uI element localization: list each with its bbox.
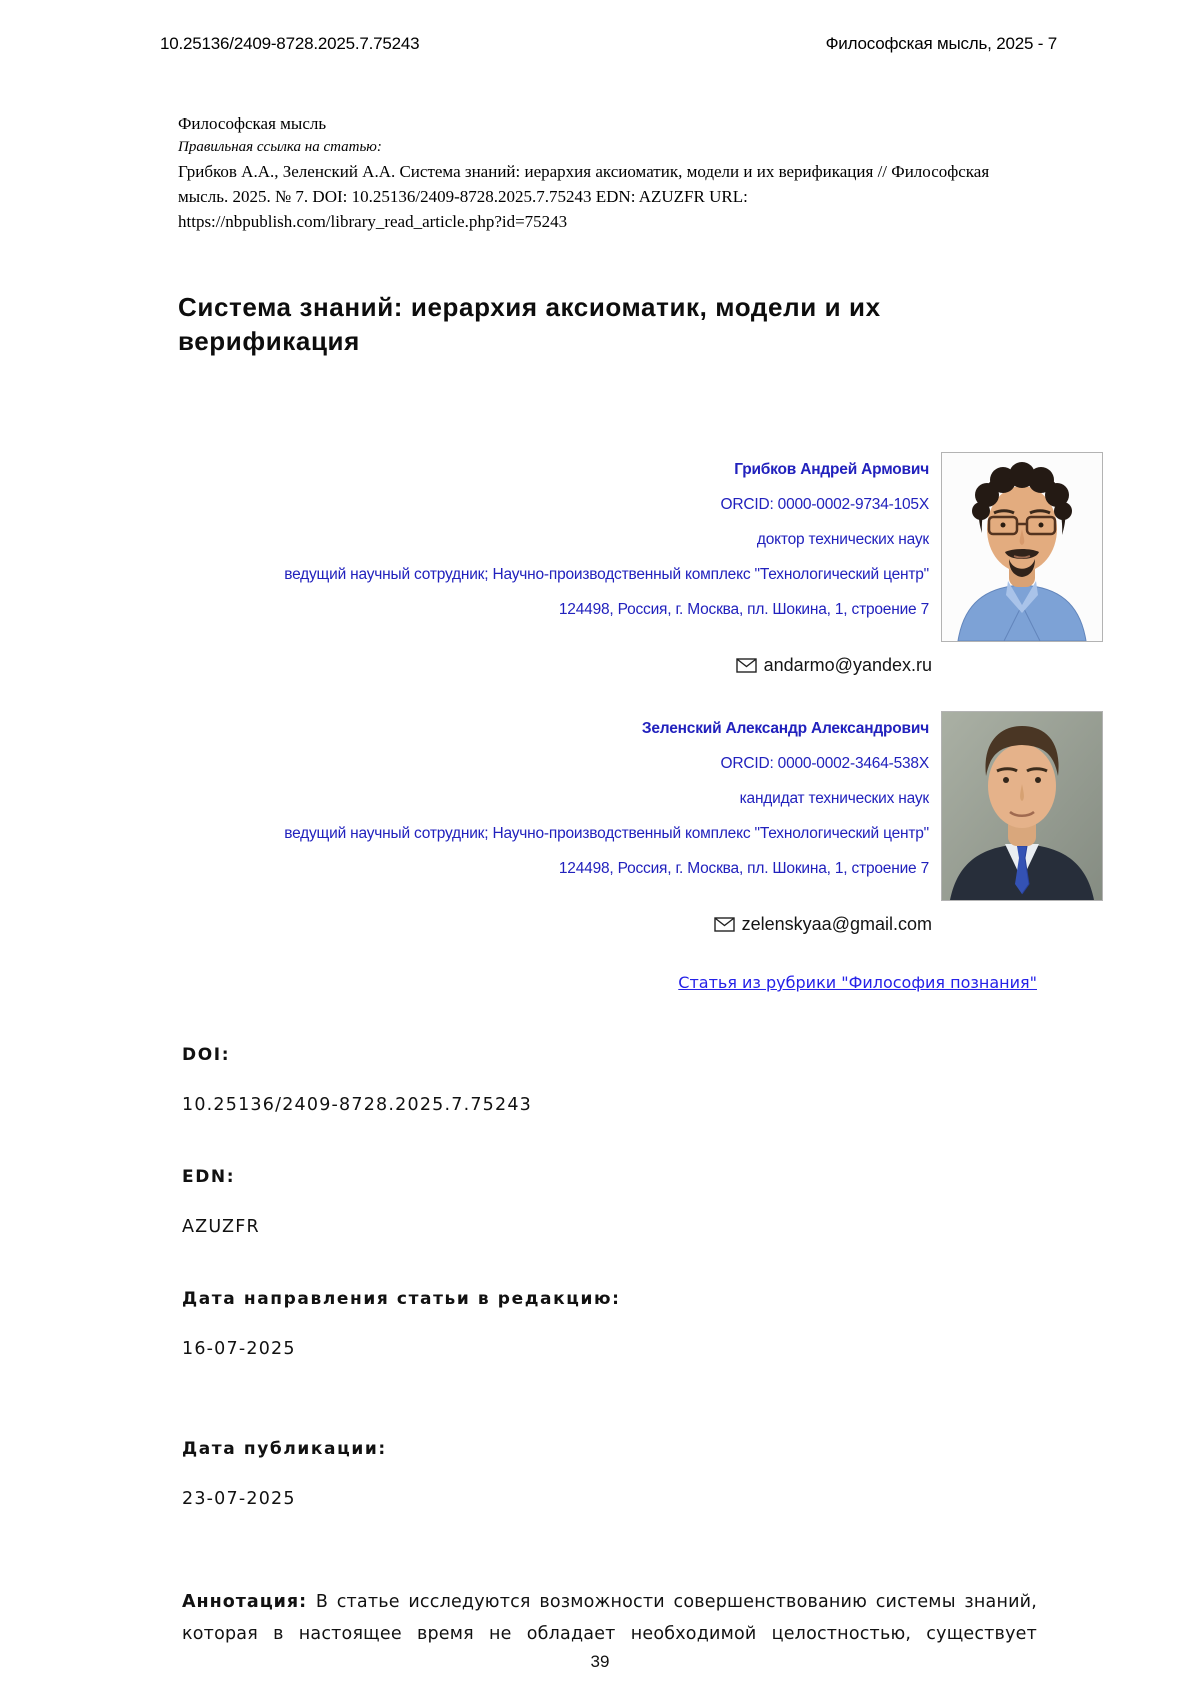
rubric-link[interactable]: Статья из рубрики "Философия познания" [678,973,1037,992]
portrait-illustration [942,712,1102,900]
meta-value: 16-07-2025 [182,1339,296,1359]
page-number: 39 [590,1652,610,1671]
author-name: Зеленский Александр Александрович [641,720,929,737]
meta-value: AZUZFR [182,1217,260,1237]
citation-reference: Грибков А.А., Зеленский А.А. Система знаний: иерархия аксиоматик, модели и их верификация // Философская мысль. 2025. № 7. DOI: 10.25136/2409-8728.2025.7.75243 EDN: AZUZFR URL: https://nbpublish.com/library_read_article.php?id=75243 [178,162,990,231]
author-email-link[interactable]: zelenskyaa@gmail.com [741,914,932,934]
citation-block [178,114,1038,234]
author-block-zelensky [0,711,1200,935]
citation-caption: Правильная ссылка на статью: [178,139,382,155]
author-address: 124498, Россия, г. Москва, пл. Шокина, 1, строение 7 [558,860,929,877]
envelope-icon [736,658,757,673]
meta-submitted-date [182,1288,1037,1360]
article-title: Система знаний: иерархия аксиоматик, модели и их верификация [178,292,881,356]
author-orcid: ORCID: 0000-0002-9734-105X [720,496,929,513]
author-photo [941,711,1103,901]
author-email-link[interactable]: andarmo@yandex.ru [763,655,932,675]
authors-section [0,452,1200,935]
meta-value: 23-07-2025 [182,1489,296,1509]
page-header [0,0,1200,54]
meta-label: DOI: [182,1045,231,1065]
meta-label: Дата публикации: [182,1439,387,1459]
portrait-illustration [942,453,1102,641]
author-email-line [0,914,1200,935]
abstract-text: В статье исследуются возможности совершенствованию системы знаний, которая в настоящее время не обладает необходимой целостностью, существует [182,1592,1037,1644]
meta-label: EDN: [182,1167,236,1187]
envelope-icon [714,917,735,932]
journal-name: Философская мысль [178,114,327,133]
author-info [284,452,929,635]
author-degree: кандидат технических наук [739,790,929,807]
author-address: 124498, Россия, г. Москва, пл. Шокина, 1, строение 7 [558,601,929,618]
meta-published-date [182,1438,1037,1510]
meta-doi [182,1044,1037,1116]
author-affiliation: ведущий научный сотрудник; Научно-производственный комплекс "Технологический центр" [284,825,929,842]
meta-value: 10.25136/2409-8728.2025.7.75243 [182,1095,533,1115]
author-affiliation: ведущий научный сотрудник; Научно-производственный комплекс "Технологический центр" [284,566,929,583]
author-name: Грибков Андрей Армович [734,461,929,478]
rubric-row [0,973,1200,992]
abstract-label: Аннотация: [182,1592,308,1612]
header-journal-issue: Философская мысль, 2025 - 7 [825,34,1057,53]
author-orcid: ORCID: 0000-0002-3464-538X [720,755,929,772]
author-row [0,452,1200,642]
author-block-gribkov [0,452,1200,676]
header-doi: 10.25136/2409-8728.2025.7.75243 [160,34,420,53]
author-degree: доктор технических наук [756,531,929,548]
abstract-paragraph [182,1586,1037,1650]
author-info [284,711,929,894]
meta-section [182,1044,1037,1510]
author-row [0,711,1200,901]
author-photo [941,452,1103,642]
author-email-line [0,655,1200,676]
meta-edn [182,1166,1037,1238]
meta-label: Дата направления статьи в редакцию: [182,1289,621,1309]
